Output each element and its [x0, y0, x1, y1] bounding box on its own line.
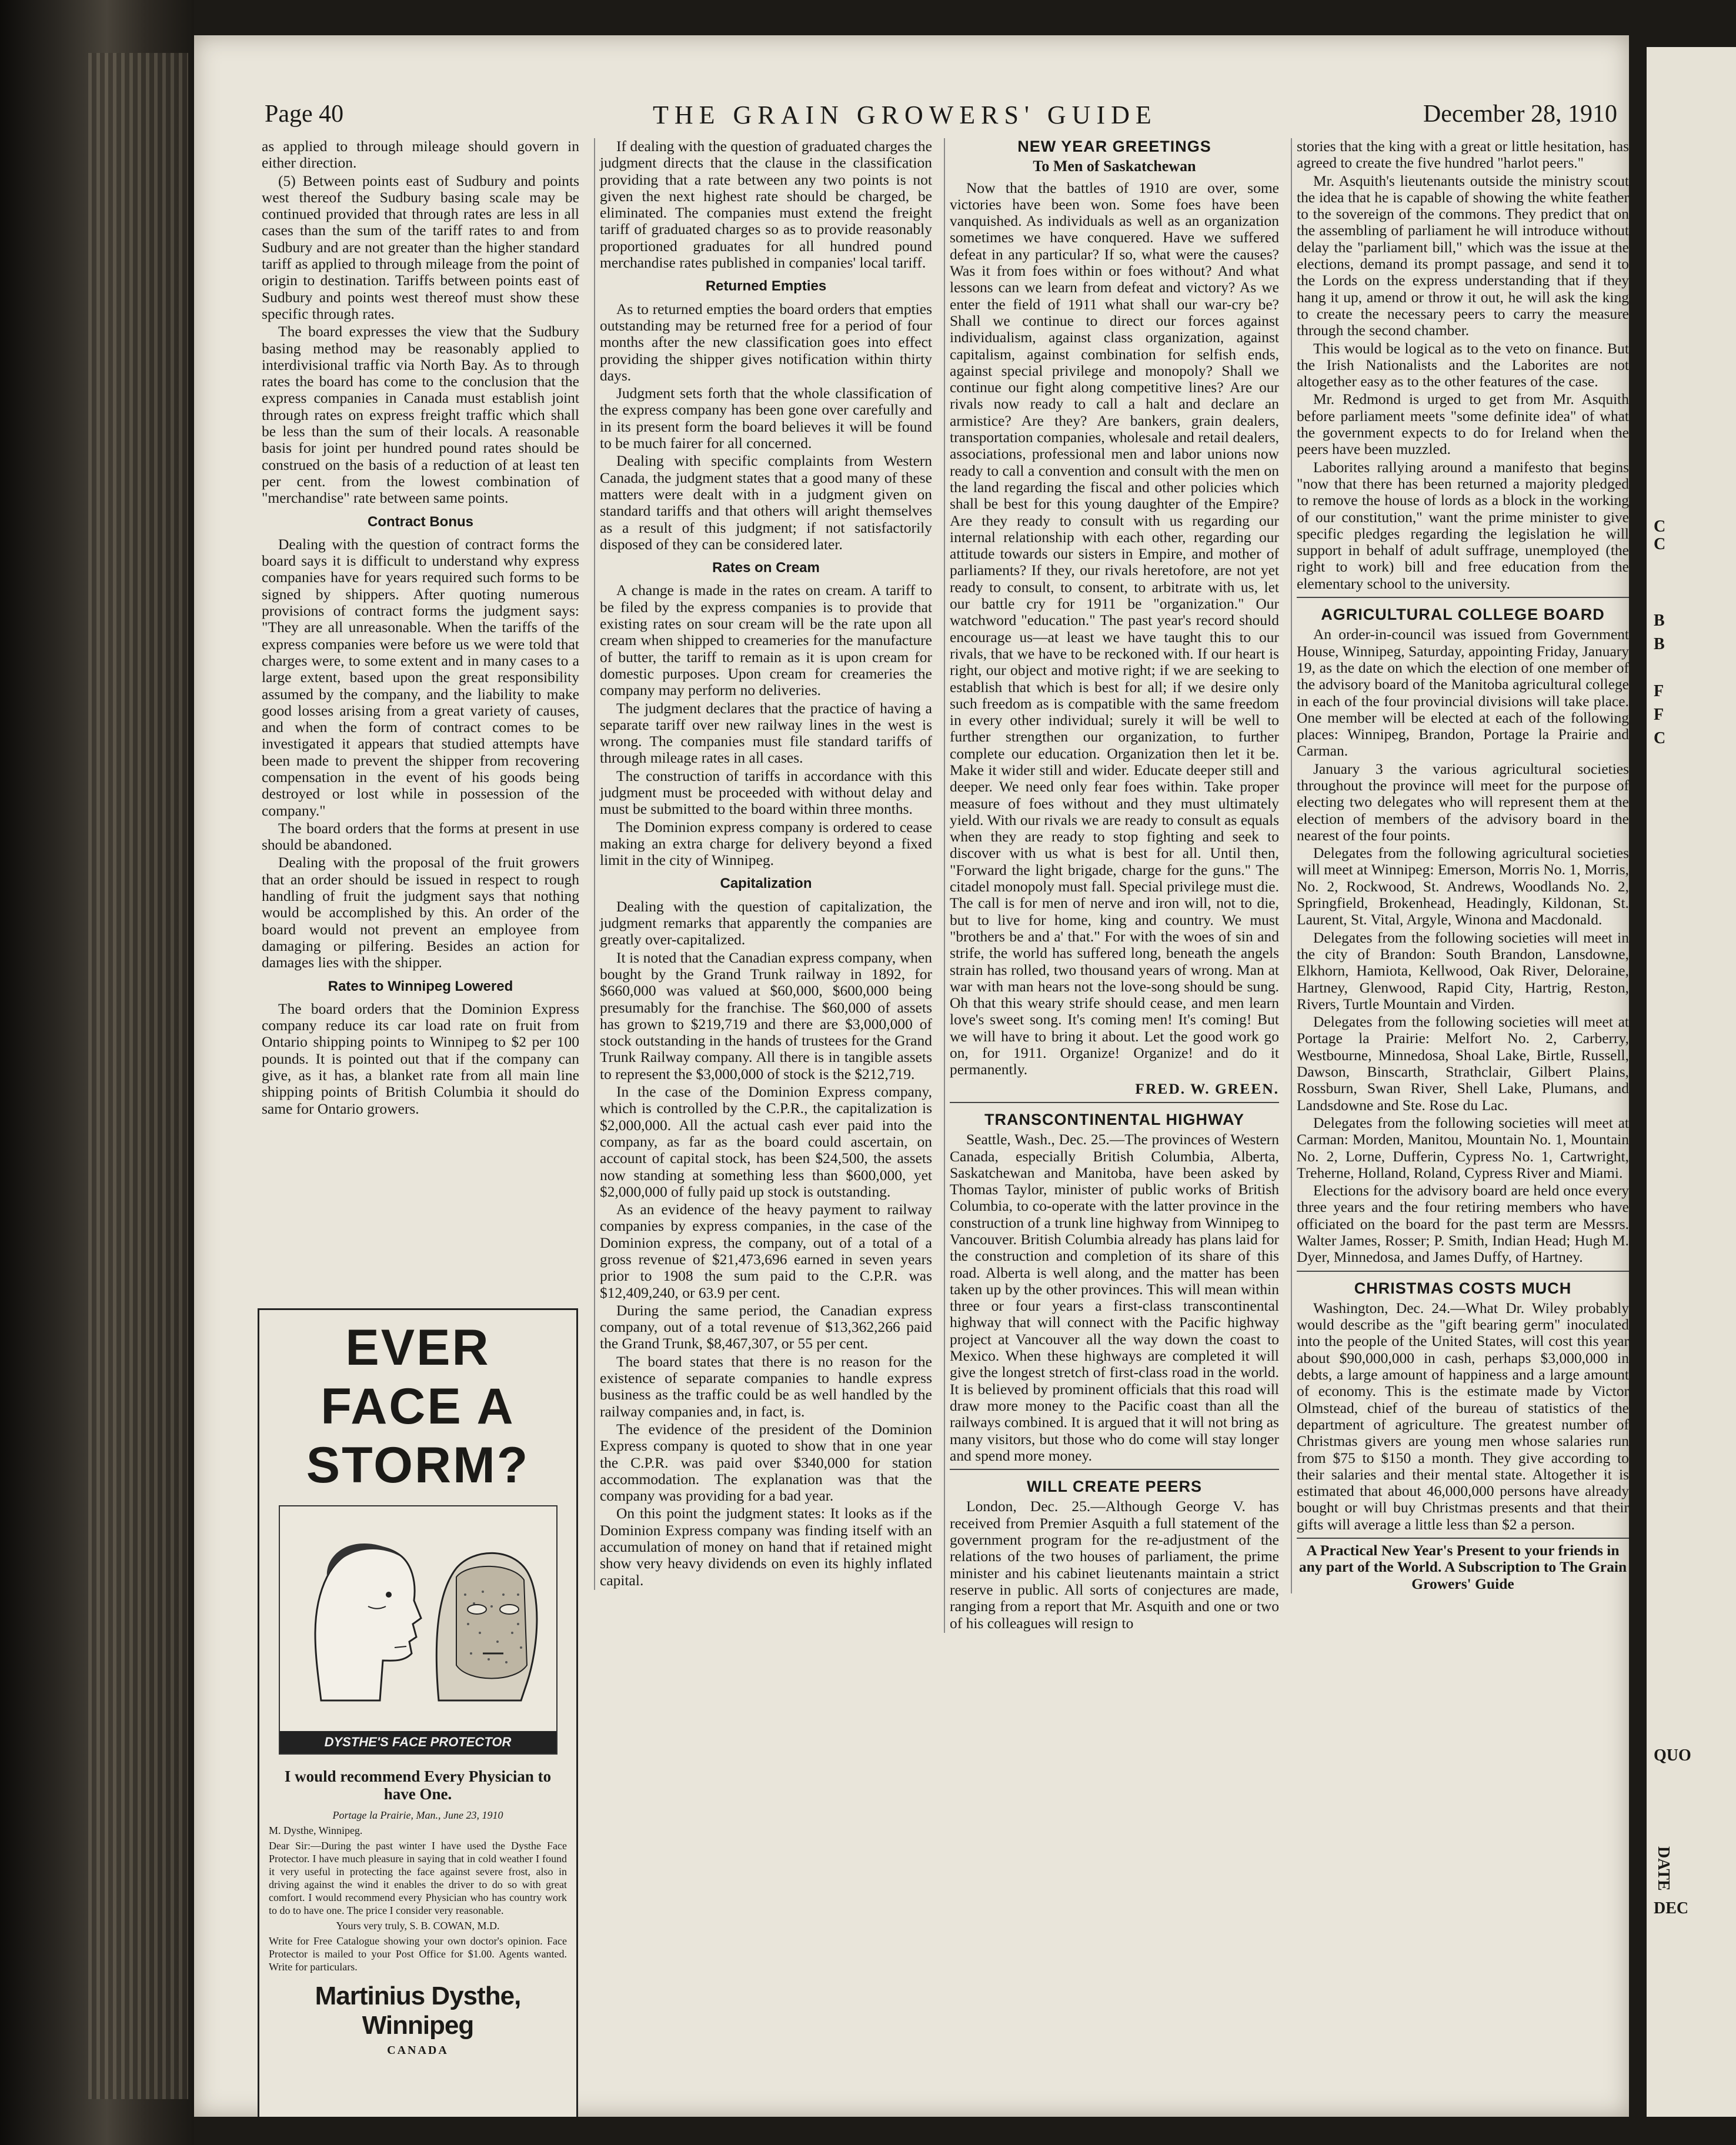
- column-1: [262, 138, 579, 1118]
- paragraph: The evidence of the president of the Dominion Express company is quoted to show that in one year the C.P.R. was paid over $340,000 for station accommodation. The explanation was that the company was providing for a bad year.: [600, 1420, 932, 1505]
- paragraph: Delegates from the following societies will meet in the city of Brandon: South Brandon, Lansdowne, Elkhorn, Hamiota, Kellwood, Oak River, Deloraine, Hartney, Glenwood, Rapid City, Hartrig, Reston, Rivers, Turtle Mountain and Virden.: [1297, 928, 1629, 1013]
- subheading: Rates on Cream: [712, 560, 820, 576]
- article-headline: NEW YEAR GREETINGS: [1017, 138, 1211, 155]
- page-edges: [88, 53, 188, 2099]
- paragraph: Seattle, Wash., Dec. 25.—The provinces of Western Canada, especially British Columbia, Alberta, Saskatchewan and Manitoba, have been asked by Thomas Taylor, minister of public works of British Columbia, to co-operate with the latter province in the construction of a trunk line highway from Winnipeg to Vancouver. British Columbia already has plans laid for the construction and completion of its share of this road. Alberta is well along, and the matter has been taken up by the other provinces. This will mean within three or four years a first-class transcontinental highway that will connect with the Pacific highway project at Vancouver all the way down the coast to Mexico. When these highways are completed it will give the longest stretch of first-class road in the world. It is believed by prominent officials that this road will draw more money to the Pacific coast than all the railways combined. It is argued that it will not bring as many visitors, but those who do come will stay longer and spend more money.: [950, 1131, 1279, 1464]
- paragraph: Delegates from the following agricultural societies will meet at Winnipeg: Emerson, Morris No. 1, Morris, No. 2, Rockwood, St. Andrews, Woodlands No. 2, Springfield, Brokenhead, Headingly, Kildonan, St. Laurent, St. Vital, Argyle, Winona and Macdonald.: [1297, 844, 1629, 928]
- paragraph: As an evidence of the heavy payment to railway companies by express companies, in the case of the Dominion express, the company, out of a total of a gross revenue of $21,473,696 earned in seven years prior to 1908 the sum paid to the C.P.R. was $12,409,240, or 63.9 per cent.: [600, 1201, 932, 1301]
- paragraph: Dealing with specific complaints from Western Canada, the judgment states that a good many of these matters were dealt with in a judgment given on standard tariffs and that others will aright themselves as a result of this judgment; if not satisfactorily disposed of they can be considered later.: [600, 452, 932, 553]
- paragraph: stories that the king with a great or little hesitation, has agreed to create the five hundred "harlot peers.": [1297, 138, 1629, 172]
- paragraph: Washington, Dec. 24.—What Dr. Wiley probably would describe as the "gift bearing germ" inoculated into the people of the United States, will cost this year about $90,000,000 in cash, perhaps $3,000,000 in debts, a large amount of happiness and a large amount of economy. This is the estimate made by Victor Olmstead, chief of the bureau of statistics of the department of agriculture. The greatest number of Christmas givers are young men whose salaries run from $75 to $150 a month. They give according to their salaries and their mental state. Altogether it is estimated that about 46,000,000 persons have already bought or will buy Christmas presents and that their gifts will average a little less than $2 a person.: [1297, 1299, 1629, 1533]
- article-headline: CHRISTMAS COSTS MUCH: [1354, 1279, 1572, 1297]
- article-headline: WILL CREATE PEERS: [1026, 1478, 1203, 1496]
- paragraph: Elections for the advisory board are held once every three years and the four retiring members who have officiated on the board for the past term are Messrs. Walter James, Rosser; P. Smith, Indian Head; Hugh M. Dyer, Minnedosa, and James Duffy, of Hartney.: [1297, 1182, 1629, 1266]
- adjacent-text: B: [1654, 635, 1665, 653]
- paragraph: The judgment declares that the practice of having a separate tariff over new railway lines in the west is wrong. The companies must file standard tariffs of through mileage rates in all cases.: [600, 699, 932, 767]
- paragraph: This would be logical as to the veto on finance. But the Irish Nationalists and the Laborites are not altogether easy as to the other features of the case.: [1297, 339, 1629, 390]
- ad-offer: Write for Free Catalogue showing your own doctor's opinion. Face Protector is mailed to your Post Office for $1.00. Agents wanted. Write for particulars.: [269, 1935, 567, 1973]
- face-illustration-icon: [280, 1506, 554, 1730]
- page-number: Page 40: [265, 101, 344, 128]
- author-signature: FRED. W. GREEN.: [1135, 1080, 1279, 1097]
- paragraph: The board expresses the view that the Sudbury basing method may be reasonably applied to interdivisional traffic via North Bay. As to through rates the board has come to the conclusion that the express companies in Canada must establish joint through rates on express freight traffic which shall be less than the sum of their locals. A reasonable basis for joint per hundred pound rates should be construed on the basis of a reduction of at least ten per cent. from the lowest combination of "merchandise" rate between same points.: [262, 323, 579, 507]
- paragraph: as applied to through mileage should govern in either direction.: [262, 138, 579, 172]
- adjacent-text: B: [1654, 612, 1665, 630]
- subheading: Rates to Winnipeg Lowered: [328, 978, 513, 994]
- column-3: [944, 138, 1279, 1633]
- article-headline: TRANSCONTINENTAL HIGHWAY: [984, 1110, 1244, 1128]
- divider: [1297, 1271, 1629, 1272]
- paragraph: In the case of the Dominion Express company, which is controlled by the C.P.R., the capitalization is $2,000,000. All the actual cash ever paid into the company, as far as the board could ascertain, on account of capital stock, has been $24,500, the assets now standing at something less than $600,000, yet $2,000,000 of fully paid up stock is outstanding.: [600, 1083, 932, 1200]
- paragraph: Judgment sets forth that the whole classification of the express company has been gone over carefully and in its present form the board believes it will be found to be much fairer for all concerned.: [600, 385, 932, 452]
- adjacent-text: C: [1654, 517, 1666, 536]
- illustration-caption: DYSTHE'S FACE PROTECTOR: [280, 1731, 556, 1753]
- paragraph: Mr. Redmond is urged to get from Mr. Asquith before parliament meets "some definite idea" of what the government expects to do for Ireland when the peers have been muzzled.: [1297, 390, 1629, 458]
- paragraph: Mr. Asquith's lieutenants outside the ministry scout the idea that he is capable of showing the white feather to the sovereign of the commons. They predict that on the assembling of parliament he will introduce without delay the "parliament bill," which was the issue at the elections, demand its prompt passage, and send it to the Lords on the express understanding that if they hang it up, amend or throw it out, he will ask the king to create the necessary peers to carry the measure through the second chamber.: [1297, 172, 1629, 339]
- paragraph: On this point the judgment states: It looks as if the Dominion Express company was finding itself with an accumulation of money on hand that if retained might show very heavy dividends on even its highly inflated capital.: [600, 1505, 932, 1589]
- paragraph: The construction of tariffs in accordance with this judgment must be proceeded with without delay and must be submitted to the board within three months.: [600, 767, 932, 818]
- adjacent-text: DEC: [1654, 1899, 1689, 1917]
- adjacent-text: C: [1654, 729, 1666, 747]
- paragraph: A change is made in the rates on cream. A tariff to be filed by the express companies is to provide that existing rates on sour cream will be the rate upon all cream when shipped to creameries for the manufacture of butter, the tariff to remain as it is upon cream for domestic purposes. Upon cream for creameries the company may perform no deliveries.: [600, 582, 932, 699]
- newspaper-page: [194, 35, 1629, 2117]
- adjacent-text: F: [1654, 682, 1664, 700]
- paragraph: During the same period, the Canadian express company, out of a total revenue of $13,362,266 paid the Grand Trunk, $8,467,307, or 55 per cent.: [600, 1301, 932, 1352]
- column-2: [594, 138, 932, 1590]
- adjacent-text: QUO: [1654, 1746, 1691, 1765]
- paragraph: The board states that there is no reason for the existence of separate companies to handle express business as the traffic could be as well handled by the railway companies and, in fact, is.: [600, 1352, 932, 1420]
- paragraph: London, Dec. 25.—Although George V. has received from Premier Asquith a full statement of the government program for the re-adjustment of the relations of the two houses of parliament, the prime minister and his cabinet lieutenants maintain a strict reserve in public. All sorts of conjectures are made, ranging from a report that Mr. Asquith and one or two of his colleagues will resign to: [950, 1498, 1279, 1632]
- paragraph: The Dominion express company is ordered to cease making an extra charge for delivery beyond a fixed limit in the city of Winnipeg.: [600, 818, 932, 869]
- ad-recommendation: I would recommend Every Physician to have One.: [284, 1768, 552, 1803]
- page-header: [265, 100, 1617, 141]
- letter-signature: Yours very truly, S. B. COWAN, M.D.: [336, 1920, 500, 1932]
- paragraph: As to returned empties the board orders that empties outstanding may be returned free for a period of four months after the new classification goes into effect providing the shipper gives notification within thirty days.: [600, 300, 932, 384]
- paragraph: Delegates from the following societies will meet at Portage la Prairie: Melfort No. 2, Carberry, Westbourne, Minnedosa, Shoal Lake, Birtle, Russell, Dawson, Binscarth, Strathclair, Gilbert Plains, Rossburn, Swan River, Shell Lake, Plumans, and Landsdowne and Ste. Rose du Lac.: [1297, 1013, 1629, 1114]
- divider: [1297, 597, 1629, 598]
- letter-body: Dear Sir:—During the past winter I have used the Dysthe Face Protector. I have much pleasure in saying that in cold weather I found it very useful in protecting the face against severe frost, also in driving against the wind it enables the driver to do so with great comfort. I would recommend every Physician who has country work to do to have one. The price I consider very reasonable.: [269, 1840, 567, 1916]
- subheading: Returned Empties: [705, 278, 827, 295]
- issue-date: December 28, 1910: [1423, 101, 1617, 128]
- paragraph: Dealing with the question of capitalization, the judgment remarks that apparently the companies are greatly over-capitalized.: [600, 897, 932, 948]
- paragraph: Dealing with the proposal of the fruit growers that an order should be issued in respect to rough handling of fruit the judgment says that nothing would be accomplished by this. An order of the board would not prevent an employee from damaging or pilfering. Besides an action for damages lies with the shipper.: [262, 854, 579, 971]
- paragraph: Laborites rallying around a manifesto that begins "now that there has been returned a majority pledged to remove the house of lords as a block in the working of our constitution," want the prime minister to give specific pledges regarding the legislation he will support in behalf of adult suffrage, unemployed (the right to work) bill and free education from the elementary school to the university.: [1297, 458, 1629, 592]
- adjacent-page-fragment: [1647, 47, 1736, 2117]
- adjacent-text: DATE: [1654, 1846, 1672, 1891]
- face-protector-illustration: [279, 1505, 557, 1755]
- book-binding: [0, 0, 194, 2145]
- paragraph: If dealing with the question of graduated charges the judgment directs that the clause in the classification providing that a rate between any two points is not given the next highest rate should be charged, be eliminated. The companies must extend the freight tariff of graduated charges so as to provide reasonably proportioned graduates for all hundred pound merchandise rates published in companies' local tariff.: [600, 138, 932, 272]
- article-subheadline: To Men of Saskatchewan: [1033, 158, 1196, 175]
- ad-headline: EVER FACE A STORM?: [306, 1319, 530, 1494]
- paragraph: January 3 the various agricultural societies throughout the province will meet for the purpose of electing two delegates who will represent them at the election of members of the advisory board in the nearest of the four points.: [1297, 760, 1629, 844]
- subheading: Contract Bonus: [368, 513, 473, 530]
- article-headline: AGRICULTURAL COLLEGE BOARD: [1321, 606, 1605, 624]
- paragraph: The board orders that the Dominion Express company reduce its car load rate on fruit from Ontario shipping points to Winnipeg to $2 per 100 pounds. It is pointed out that if the company can give, as it has, a blanket rate from all main line shipping points of British Columbia it should do same for Ontario growers.: [262, 1000, 579, 1117]
- advertiser-country: CANADA: [387, 2044, 449, 2057]
- divider: [950, 1102, 1279, 1103]
- masthead-title: THE GRAIN GROWERS' GUIDE: [653, 101, 1157, 129]
- letter-place: Portage la Prairie, Man., June 23, 1910: [332, 1809, 503, 1821]
- advertisement-face-protector: [258, 1308, 578, 2117]
- divider: [950, 1469, 1279, 1470]
- subheading: Capitalization: [720, 876, 812, 892]
- adjacent-text: C: [1654, 535, 1666, 553]
- paragraph: Dealing with the question of contract forms the board says it is difficult to understand why express companies have for years required such forms to be signed by shippers. After quoting numerous provisions of contract forms the judgment says: "They are all unreasonable. When the tariffs of the express companies were before us we were told that charges were, to some extent and in many cases to a large extent, based upon the great responsibility assumed by the company, and the liability to make good losses arising from a great variety of causes, and when the form of contract comes to be investigated it appears that studied attempts have been made to prevent the shipper from recovering compensation in the event of his goods being destroyed or lost while in possession of the company.": [262, 535, 579, 819]
- paragraph: Delegates from the following societies will meet at Carman: Morden, Manitou, Mountain No. 1, Mountain No. 2, Lorne, Dufferin, Cypress No. 1, Cartwright, Treherne, Holland, Roland, Cypress River and Miami.: [1297, 1114, 1629, 1181]
- paragraph: It is noted that the Canadian express company, when bought by the Grand Trunk railway in 1892, for $660,000 was valued at $60,000, $600,000 being presumably for the franchise. The $60,000 of assets has grown to $219,719 and there are $3,000,000 of stock outstanding in the hands of trustees for the Grand Trunk Railway company. All there is in tangible assets to represent the $3,000,000 of stock is the $212,719.: [600, 948, 932, 1082]
- adjacent-text: F: [1654, 706, 1664, 724]
- paragraph: An order-in-council was issued from Government House, Winnipeg, Saturday, appointing Friday, January 19, as the date on which the election of one member of the advisory board of the Manitoba agricultural college in each of the four provincial divisions will take place. One member will be elected at each of the following places: Winnipeg, Brandon, Portage la Prairie and Carman.: [1297, 626, 1629, 760]
- paragraph: Now that the battles of 1910 are over, some victories have been won. Some foes have been vanquished. As individuals as well as an organization sometimes we have conquered. Have we suffered defeat in any particular? If so, what were the causes? Was it from foes within or foes without? And what lessons can we learn from defeat and victory? As we enter the field of 1911 what shall our war-cry be? Shall we continue to direct our forces against individualism, against class organization, against capitalism, against combination for selfish ends, against special privilege and monopoly? Shall we continue our fight along competitive lines? Are our rivals now ready to call a halt and declare an armistice? Are they? Are bankers, grain dealers, transportation companies, wholesale and retail dealers, associations, professional men and labor unions now ready to call a convention and consult with the men on the land regarding the fiscal and other policies which shall be best for this young daughter of the Empire? Are they ready to consult with us regarding our internal relationship with each other, regarding our attitude towards our sisters in Empire, and mother of parliaments? If they, our rivals heretofore, are not yet ready to consult, to consent, to arbitrate with us, let our battle cry for 1911 be "organization." Our watchword "education." The past year's record should encourage us—at least we have taught this to our rivals, that we have to be reckoned with. If our heart is right, our object and motive right; if we are seeking to establish that which is best for all; if we desire only such freedom as is compatible with the same freedom in every other individual; surely it will be well to further strengthen our organization, to further complete our education. Organization then let it be. Make it wider still and wider. Educate deeper still and deeper. We need only fear foes within. Take proper measure of foes without and they must ultimately yield. With our rivals we are ready to consult as equals when they are ready to stop fighting and seek to discover with us what is best for all. Until then, "Forward the light brigade, charge for the guns." The citadel monopoly must fall. Special privilege must die. The call is for men of nerve and iron will, not to die, but to live for home, king and country. We must "brothers be and a' that." For with the woes of sin and strife, the world has suffered long, beneath the angels strain has rolled, two thousand years of wrong. Man at war with man hears not the love-song should be sung. Oh that this weary strife should cease, and men learn love's sweet song. It's coming men! It's coming! But we will have to bring it about. Let the good work go on, for 1911. Organize! Organize! and do it permanently.: [950, 179, 1279, 1078]
- column-4: [1291, 138, 1629, 1593]
- letter-salutation: M. Dysthe, Winnipeg.: [269, 1825, 363, 1836]
- divider: [1297, 1538, 1629, 1539]
- subscription-promo: A Practical New Year's Present to your friends in any part of the World. A Subscription to The Grain Growers' Guide: [1298, 1542, 1627, 1592]
- paragraph: The board orders that the forms at present in use should be abandoned.: [262, 819, 579, 854]
- advertiser-name: Martinius Dysthe, Winnipeg: [315, 1982, 521, 2040]
- paragraph: (5) Between points east of Sudbury and points west thereof the Sudbury basing scale may be continued provided that through rates are less in all cases than the sum of the tariff rates to and from Sudbury and are not greater than the higher standard tariff as applied to through mileage from the point of origin to destination. Tariffs between points east of Sudbury and points west thereof must show these specific through rates.: [262, 172, 579, 322]
